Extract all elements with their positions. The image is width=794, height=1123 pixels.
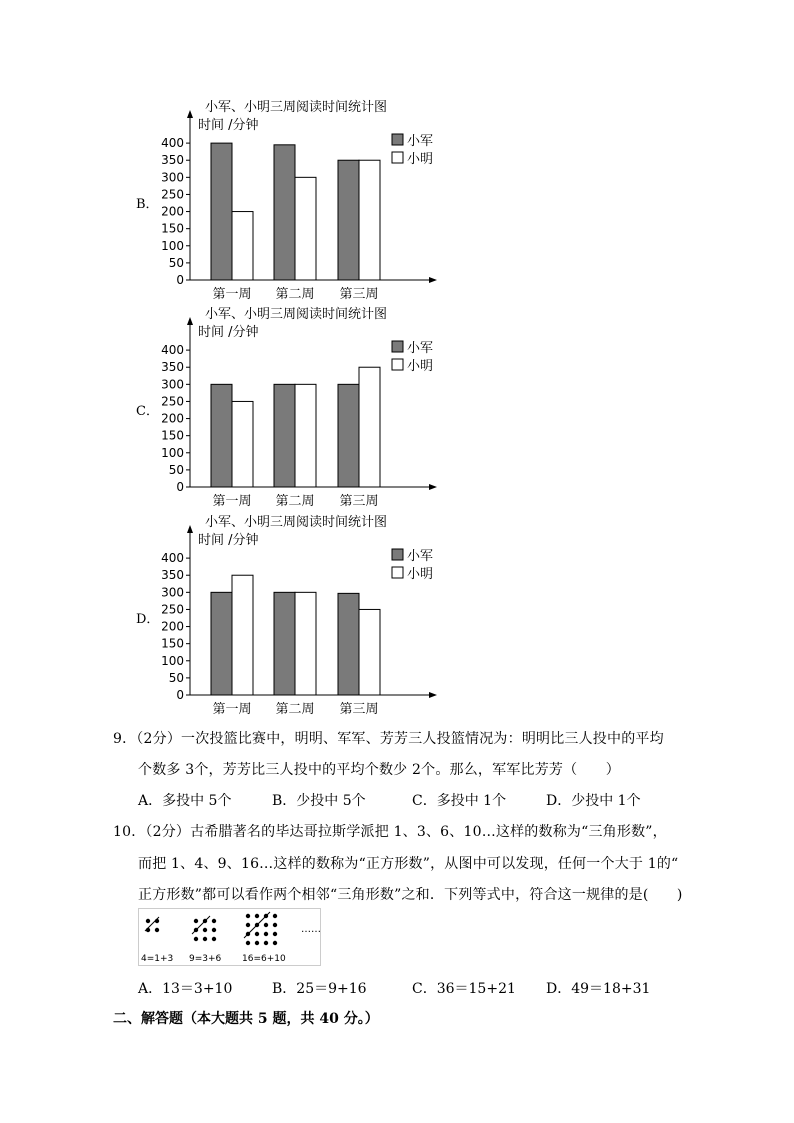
y-axis-label: 时间 /分钟 <box>198 325 259 340</box>
bar <box>338 160 359 280</box>
y-tick-label: 400 <box>161 551 184 566</box>
bar <box>232 212 253 280</box>
option-label: D． <box>136 612 160 627</box>
y-tick-label: 0 <box>176 480 184 494</box>
bar <box>211 143 232 280</box>
y-axis-arrow <box>187 110 193 118</box>
x-tick-label: 第三周 <box>339 287 379 302</box>
chart-option-d <box>130 512 450 717</box>
chart-title: 小军、小明三周阅读时间统计图 <box>205 515 388 530</box>
y-tick-label: 400 <box>161 136 184 151</box>
x-tick-label: 第三周 <box>339 494 379 509</box>
y-tick-label: 0 <box>176 688 184 702</box>
y-tick-label: 350 <box>161 360 184 375</box>
bar <box>295 592 316 695</box>
bar <box>359 367 380 487</box>
x-tick-label: 第一周 <box>212 494 252 509</box>
legend-label: 小军 <box>407 341 434 356</box>
y-tick-label: 150 <box>161 428 184 443</box>
chart-option-b <box>130 97 450 302</box>
y-tick-label: 250 <box>161 187 184 202</box>
y-axis-arrow <box>187 525 193 533</box>
question-10-line-1: 10．（2分）古希腊著名的毕达哥拉斯学派把 1、3、6、10…这样的数称为“三角形数”， <box>113 824 667 840</box>
y-tick-label: 300 <box>161 585 184 600</box>
legend-swatch <box>392 549 403 560</box>
x-tick-label: 第一周 <box>212 702 252 717</box>
bar <box>295 384 316 487</box>
x-axis-arrow <box>429 692 437 698</box>
option-label: C． <box>136 404 159 419</box>
bar <box>338 593 359 695</box>
question-9-option-a[interactable]: A．多投中 5个 <box>138 793 232 809</box>
y-tick-label: 50 <box>168 255 184 270</box>
section-heading: 二、解答题（本大题共 5 题，共 40 分。） <box>113 1011 379 1027</box>
figure-caption-2: 9=3+6 <box>189 954 222 964</box>
legend-label: 小军 <box>407 134 434 149</box>
question-9-option-d[interactable]: D．少投中 1个 <box>546 793 641 809</box>
y-tick-label: 250 <box>161 602 184 617</box>
x-tick-label: 第三周 <box>339 702 379 717</box>
dot-square-16 <box>246 914 277 945</box>
y-tick-label: 250 <box>161 394 184 409</box>
figure-ellipsis: …… <box>301 924 321 935</box>
y-axis-arrow <box>187 317 193 325</box>
y-tick-label: 150 <box>161 636 184 651</box>
legend-label: 小明 <box>407 152 434 167</box>
y-tick-label: 350 <box>161 568 184 583</box>
legend-label: 小明 <box>407 567 434 582</box>
y-tick-label: 300 <box>161 377 184 392</box>
bar <box>232 575 253 695</box>
diagonal-line <box>192 916 210 934</box>
x-axis-arrow <box>429 484 437 490</box>
y-tick-label: 150 <box>161 221 184 236</box>
bar-chart <box>160 97 450 302</box>
question-10-line-3: 正方形数”都可以看作两个相邻“三角形数”之和．下列等式中，符合这一规律的是( ) <box>138 887 683 903</box>
x-tick-label: 第二周 <box>275 287 315 302</box>
question-9-option-b[interactable]: B．少投中 5个 <box>272 793 366 809</box>
x-axis-arrow <box>429 277 437 283</box>
y-tick-label: 400 <box>161 343 184 358</box>
legend-swatch <box>392 152 403 163</box>
y-tick-label: 50 <box>168 670 184 685</box>
question-9-option-c[interactable]: C．多投中 1个 <box>412 793 507 809</box>
legend-swatch <box>392 134 403 145</box>
y-tick-label: 200 <box>161 204 184 219</box>
question-10-option-c[interactable]: C．36＝15+21 <box>412 981 516 997</box>
question-10-option-b[interactable]: B．25＝9+16 <box>272 981 367 997</box>
x-tick-label: 第二周 <box>275 494 315 509</box>
question-9-line-2: 个数多 3个，芳芳比三人投中的平均个数少 2个。那么，军军比芳芳（ ） <box>138 762 620 778</box>
bar <box>359 160 380 280</box>
chart-option-c <box>130 304 450 509</box>
y-tick-label: 300 <box>161 170 184 185</box>
y-axis-label: 时间 /分钟 <box>198 118 259 133</box>
bar <box>274 592 295 695</box>
y-tick-label: 0 <box>176 273 184 287</box>
question-9-line-1: 9．（2分）一次投篮比赛中，明明、军军、芳芳三人投篮情况为：明明比三人投中的平均 <box>113 731 664 747</box>
y-tick-label: 50 <box>168 462 184 477</box>
dot-square-4 <box>146 919 159 932</box>
figure-caption-1: 4=1+3 <box>141 954 174 964</box>
x-tick-label: 第二周 <box>275 702 315 717</box>
bar <box>211 592 232 695</box>
y-tick-label: 200 <box>161 411 184 426</box>
bar <box>359 609 380 695</box>
legend-swatch <box>392 359 403 370</box>
question-10-line-2: 而把 1、4、9、16…这样的数称为“正方形数”，从图中可以发现，任何一个大于 1的“ <box>138 856 679 872</box>
legend-label: 小明 <box>407 359 434 374</box>
y-tick-label: 100 <box>161 445 184 460</box>
option-label: B． <box>136 197 159 212</box>
y-tick-label: 200 <box>161 619 184 634</box>
question-10-option-a[interactable]: A．13＝3+10 <box>138 981 233 997</box>
bar <box>338 384 359 487</box>
bar-chart <box>160 304 450 509</box>
y-tick-label: 100 <box>161 653 184 668</box>
y-tick-label: 100 <box>161 238 184 253</box>
legend-swatch <box>392 567 403 578</box>
bar <box>274 145 295 280</box>
bar <box>211 384 232 487</box>
question-10-option-d[interactable]: D．49＝18+31 <box>546 981 651 997</box>
dot-figure <box>138 908 321 966</box>
y-tick-label: 350 <box>161 153 184 168</box>
bar-chart <box>160 512 450 717</box>
x-tick-label: 第一周 <box>212 287 252 302</box>
chart-title: 小军、小明三周阅读时间统计图 <box>205 100 388 115</box>
legend-swatch <box>392 341 403 352</box>
bar <box>232 401 253 487</box>
bar <box>295 177 316 280</box>
figure-caption-3: 16=6+10 <box>242 954 286 964</box>
y-axis-label: 时间 /分钟 <box>198 533 259 548</box>
dot-square-9 <box>194 919 216 941</box>
bar <box>274 384 295 487</box>
chart-title: 小军、小明三周阅读时间统计图 <box>205 307 388 322</box>
legend-label: 小军 <box>407 549 434 564</box>
